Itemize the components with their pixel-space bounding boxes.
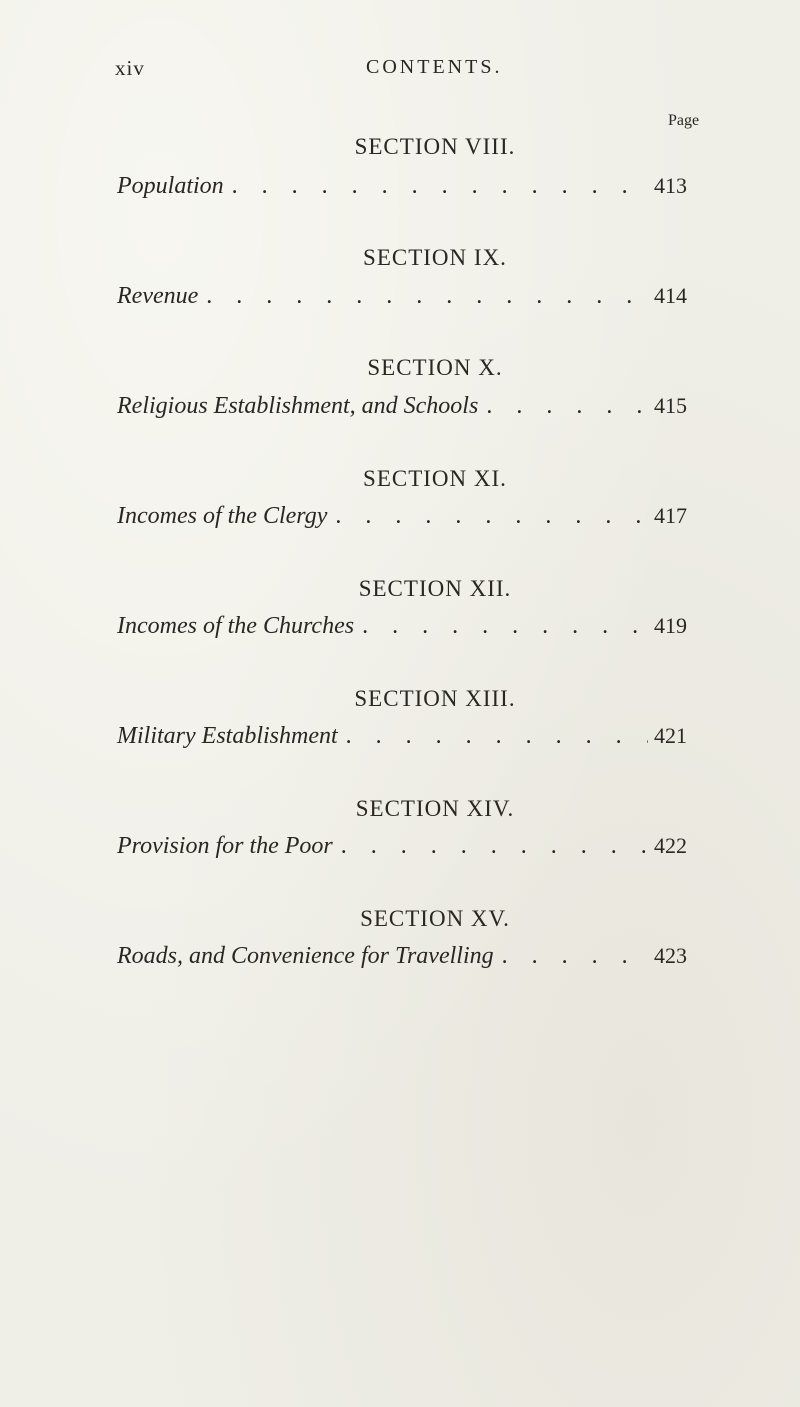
running-head <box>0 56 800 86</box>
dot-leader <box>198 283 648 310</box>
entry-page-number: 413 <box>654 173 687 198</box>
section-heading: SECTION X. <box>367 355 503 380</box>
dot-leader <box>478 393 648 420</box>
toc-entry <box>117 943 687 977</box>
entry-page-number: 421 <box>654 723 687 748</box>
folio: xiv <box>115 56 145 80</box>
toc-entry <box>117 173 687 207</box>
entry-title: Religious Establishment, and Schools <box>117 393 479 419</box>
page-column-label: Page <box>668 112 700 129</box>
section-heading: SECTION XV. <box>360 906 510 931</box>
entry-page-number: 414 <box>654 283 687 308</box>
entry-page-number: 417 <box>654 503 687 528</box>
toc-entry <box>117 613 687 647</box>
entry-title: Provision for the Poor <box>117 833 333 859</box>
entry-page-number: 423 <box>654 943 687 968</box>
entry-title: Incomes of the Clergy <box>117 503 328 529</box>
entry-title: Incomes of the Churches <box>117 613 355 639</box>
dot-leader <box>494 943 648 970</box>
dot-leader <box>354 613 648 640</box>
toc-entry <box>117 393 687 427</box>
section-heading: SECTION VIII. <box>354 134 516 159</box>
entry-title: Roads, and Convenience for Travelling <box>117 943 494 969</box>
running-head-title: CONTENTS. <box>366 56 503 78</box>
section-heading: SECTION IX. <box>363 245 507 270</box>
toc-entry <box>117 723 687 757</box>
dot-leader <box>333 833 648 860</box>
entry-title: Military Establishment <box>117 723 338 749</box>
toc-entry <box>117 833 687 867</box>
section-heading: SECTION XIV. <box>355 796 515 821</box>
dot-leader <box>338 723 648 750</box>
entry-page-number: 422 <box>654 833 687 858</box>
dot-leader <box>327 503 648 530</box>
section-heading: SECTION XIII. <box>354 686 516 711</box>
section-heading: SECTION XII. <box>358 576 512 601</box>
entry-page-number: 419 <box>654 613 687 638</box>
entry-page-number: 415 <box>654 393 687 418</box>
toc-entry <box>117 283 687 317</box>
entry-title: Revenue <box>117 283 199 309</box>
toc-entry <box>117 503 687 537</box>
section-heading: SECTION XI. <box>363 466 507 491</box>
dot-leader <box>224 173 648 200</box>
entry-title: Population <box>117 173 224 199</box>
